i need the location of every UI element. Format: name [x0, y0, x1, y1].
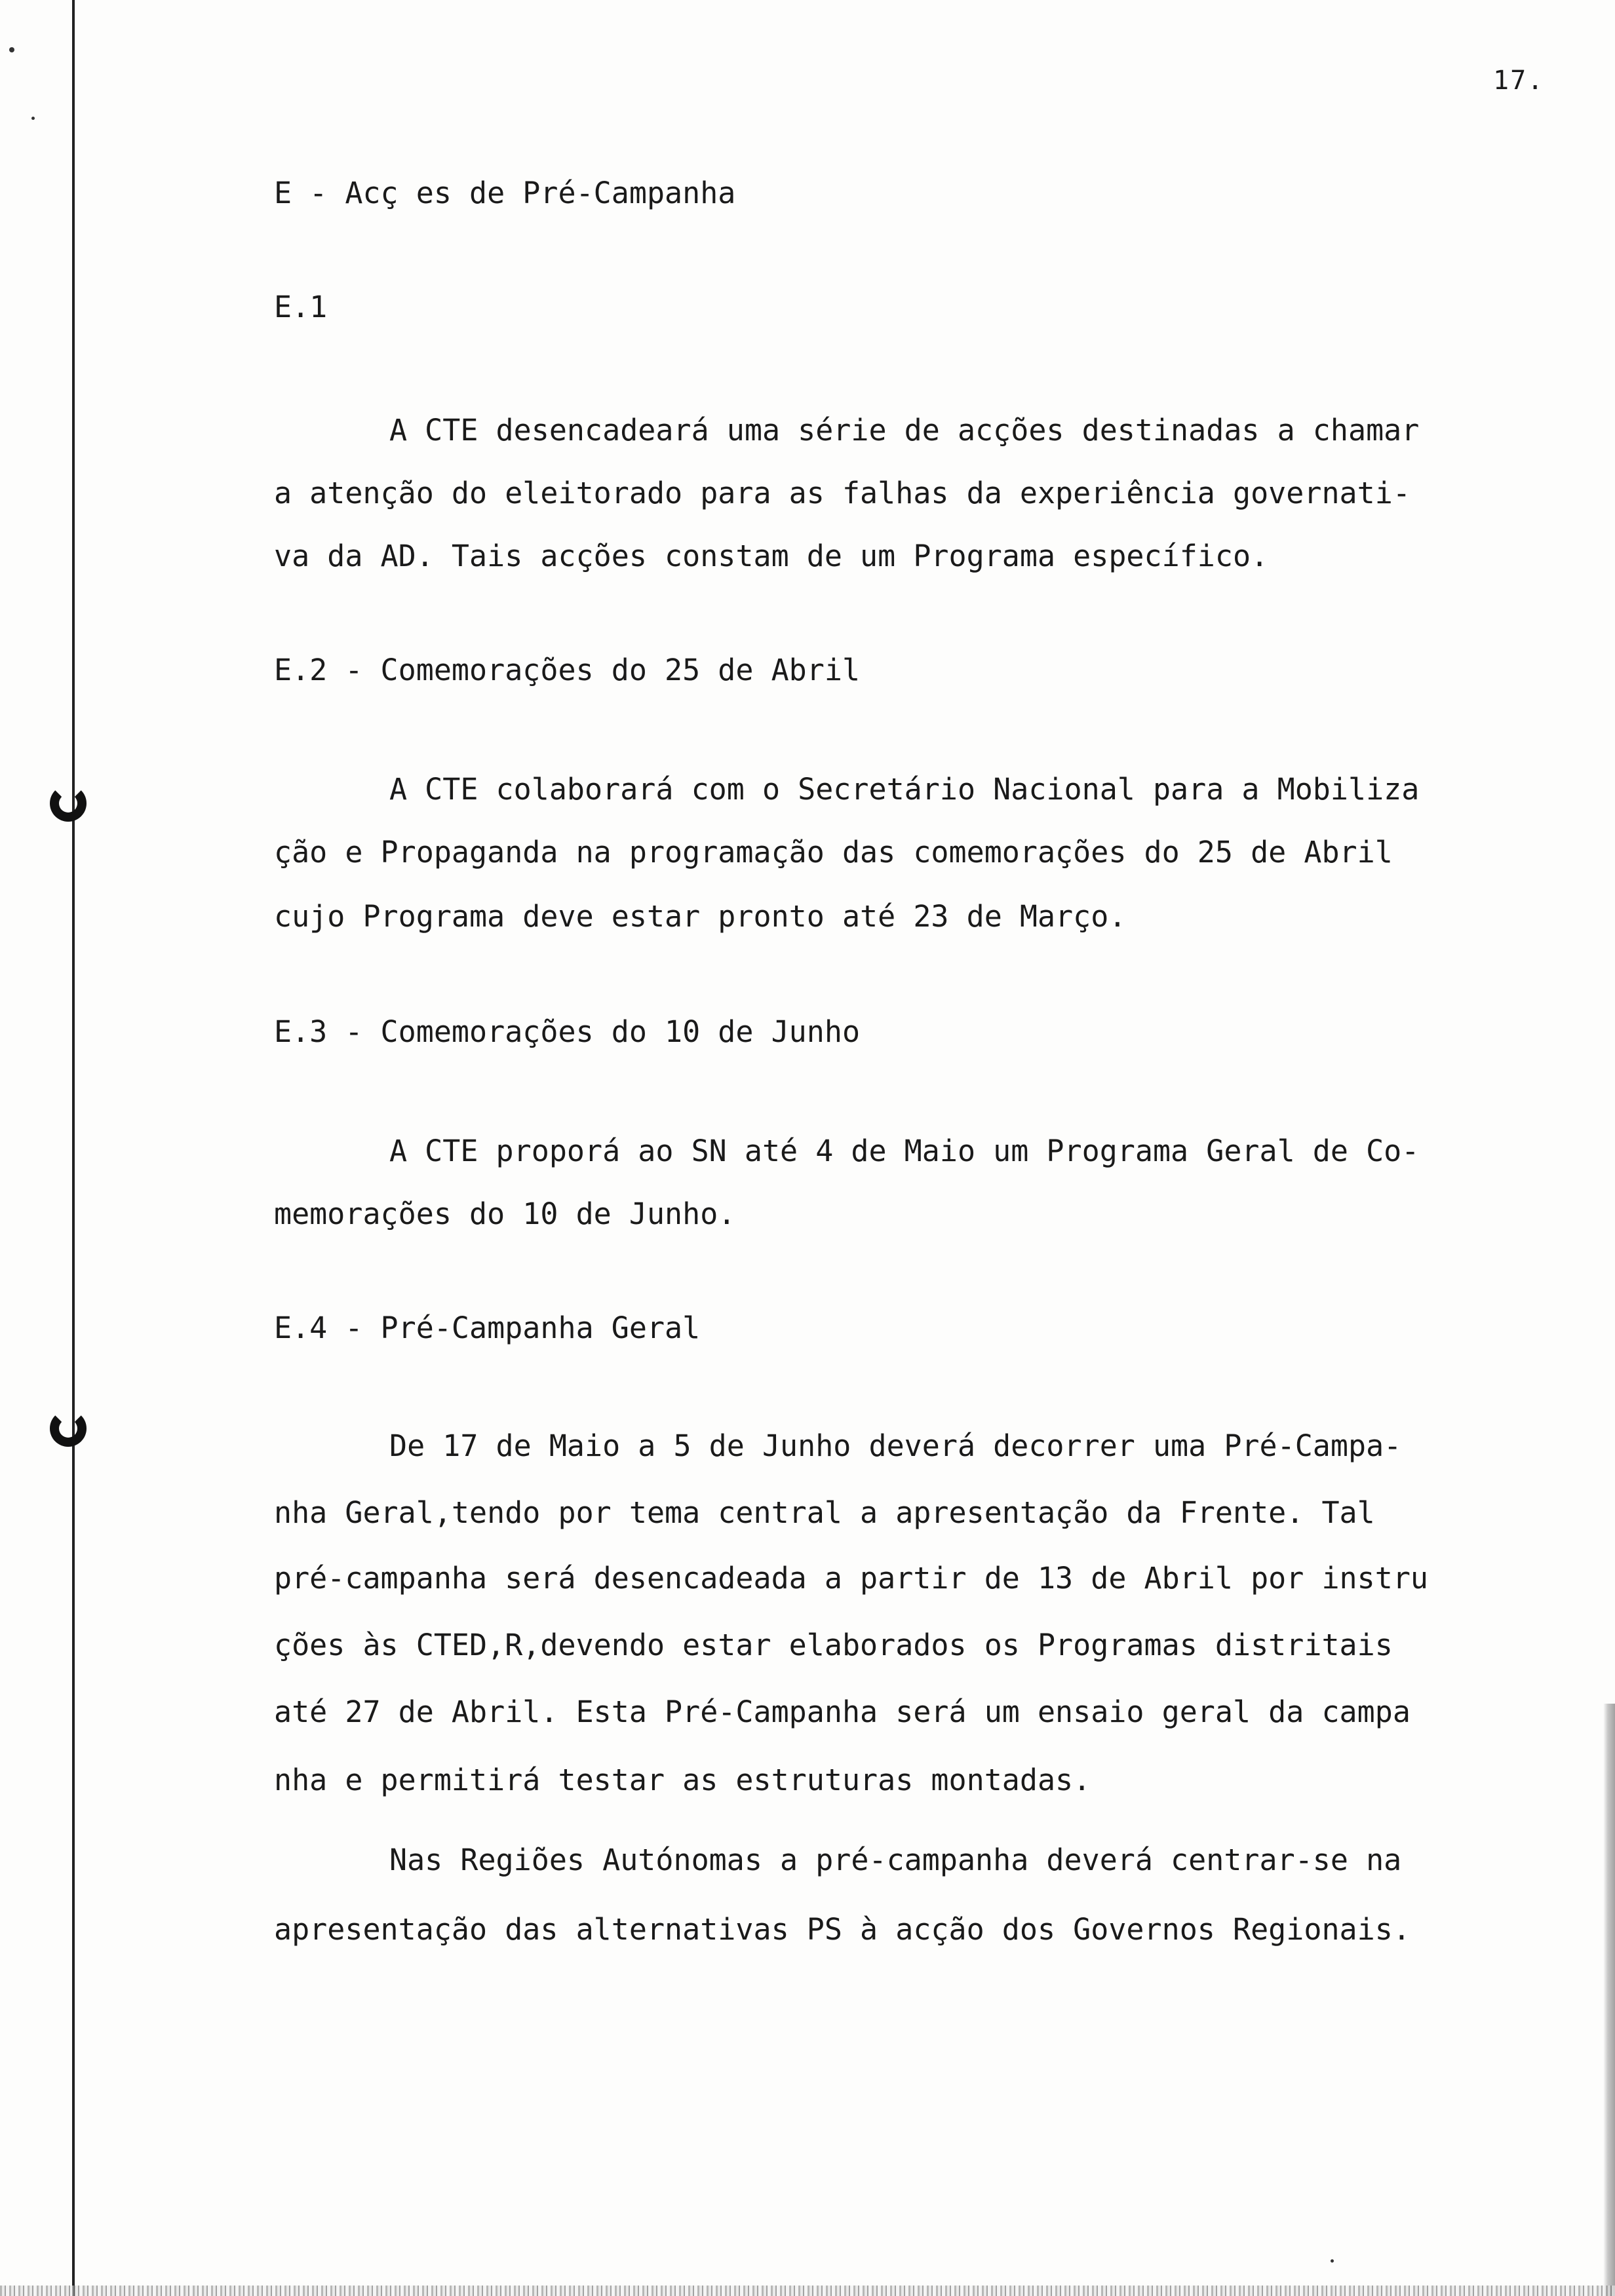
binding-margin-line	[72, 0, 75, 2296]
punch-hole-mark	[50, 785, 87, 822]
paragraph-line: ções às CTED,R,devendo estar elaborados os Programas distritais	[274, 1628, 1393, 1662]
paragraph-line: até 27 de Abril. Esta Pré-Campanha será um ensaio geral da campa	[274, 1694, 1411, 1729]
paragraph-line: va da AD. Tais acções constam de um Programa específico.	[274, 539, 1269, 573]
paragraph-line: a atenção do eleitorado para as falhas da experiência governati-	[274, 476, 1411, 510]
scan-speck	[1331, 2259, 1334, 2263]
punch-hole-mark	[50, 1410, 87, 1447]
paragraph-line: nha Geral,tendo por tema central a apresentação da Frente. Tal	[274, 1495, 1375, 1530]
section-heading-e4: E.4 - Pré-Campanha Geral	[274, 1311, 701, 1345]
paragraph-line: pré-campanha será desencadeada a partir de 13 de Abril por instru	[274, 1561, 1428, 1596]
section-heading-e: E - Acç es de Pré-Campanha	[274, 176, 736, 210]
section-heading-e2: E.2 - Comemorações do 25 de Abril	[274, 653, 861, 687]
scan-speck	[31, 117, 35, 120]
paragraph-line: A CTE proporá ao SN até 4 de Maio um Programa Geral de Co-	[389, 1134, 1420, 1168]
paragraph-line: nha e permitirá testar as estruturas montadas.	[274, 1763, 1091, 1797]
paragraph-line: Nas Regiões Autónomas a pré-campanha deverá centrar-se na	[389, 1843, 1402, 1877]
scan-speck	[9, 47, 14, 52]
paragraph-line: A CTE desencadeará uma série de acções destinadas a chamar	[389, 413, 1420, 448]
section-heading-e1: E.1	[274, 290, 328, 324]
scan-edge-shadow	[1603, 1704, 1615, 2296]
paragraph-line: De 17 de Maio a 5 de Junho deverá decorrer uma Pré-Campa-	[389, 1428, 1402, 1463]
paragraph-line: apresentação das alternativas PS à acção dos Governos Regionais.	[274, 1912, 1411, 1947]
paragraph-line: ção e Propaganda na programação das comemorações do 25 de Abril	[274, 835, 1393, 870]
scan-bottom-edge	[0, 2286, 1615, 2296]
paragraph-line: memorações do 10 de Junho.	[274, 1196, 736, 1231]
paragraph-line: A CTE colaborará com o Secretário Nacional para a Mobiliza	[389, 772, 1420, 807]
page-number: 17.	[1493, 66, 1545, 96]
section-heading-e3: E.3 - Comemorações do 10 de Junho	[274, 1014, 861, 1049]
paragraph-line: cujo Programa deve estar pronto até 23 de Março.	[274, 899, 1127, 934]
